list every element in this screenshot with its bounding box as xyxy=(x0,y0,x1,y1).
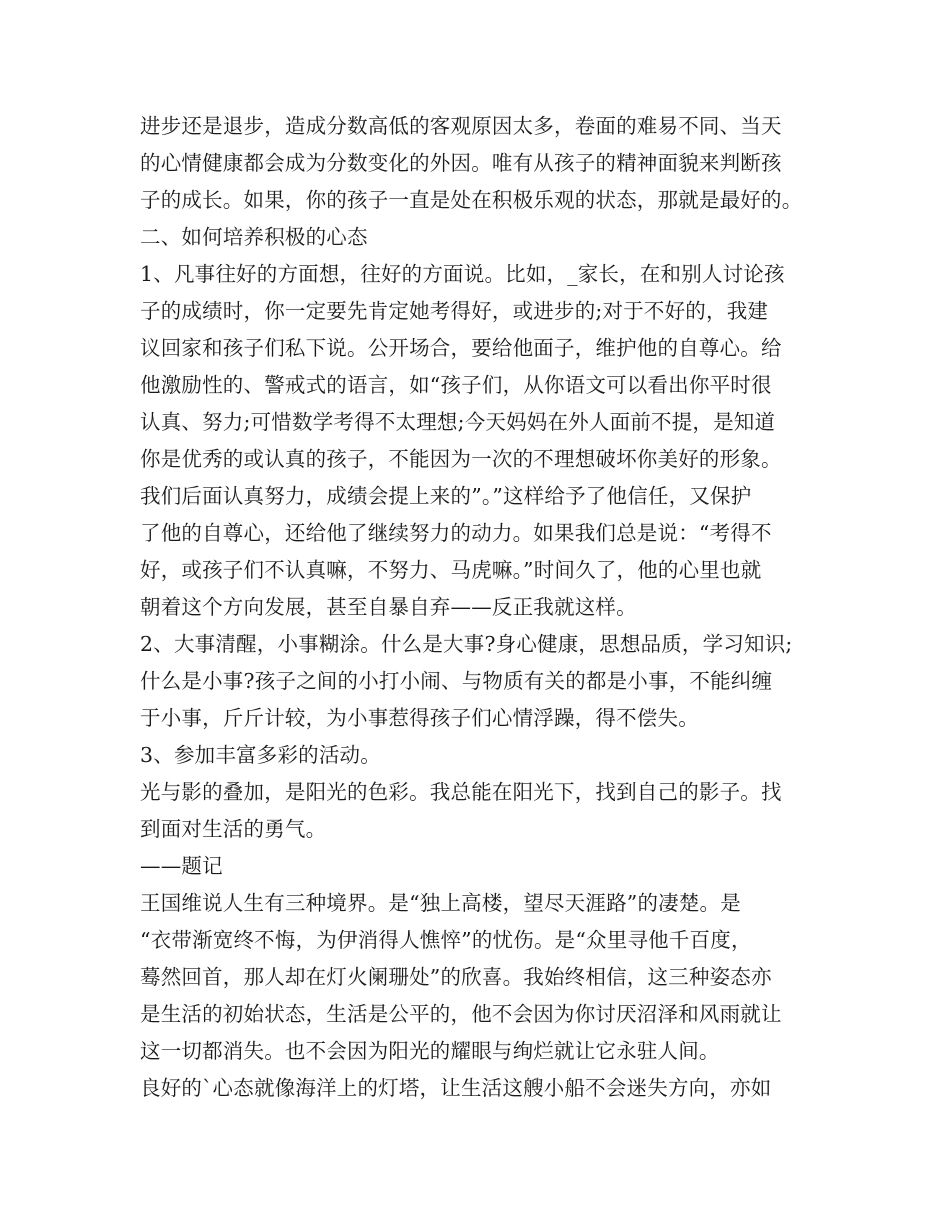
text-line: 他激励性的、警戒式的语言，如“孩子们，从你语文可以看出你平时很 xyxy=(140,373,772,397)
text-line: 你是优秀的或认真的孩子，不能因为一次的不理想破坏你美好的形象。 xyxy=(140,447,782,471)
text-line: 3、参加丰富多彩的活动。 xyxy=(140,743,381,767)
text-line: 这一切都消失。也不会因为阳光的耀眼与绚烂就让它永驻人间。 xyxy=(140,1039,720,1063)
text-line: 朝着这个方向发展，甚至自暴自弃——反正我就这样。 xyxy=(140,595,637,619)
text-line: 1、凡事往好的方面想，往好的方面说。比如，_家长，在和别人讨论孩 xyxy=(140,262,785,286)
text-line: 到面对生活的勇气。 xyxy=(140,817,327,841)
text-line: 我们后面认真努力，成绩会提上来的”。”这样给予了他信任，又保护 xyxy=(140,484,752,508)
epigraph-attribution: ——题记 xyxy=(140,854,223,878)
text-line: 什么是小事?孩子之间的小打小闹、与物质有关的都是小事，不能纠缠 xyxy=(140,669,773,693)
text-line: 2、大事清醒，小事糊涂。什么是大事?身心健康，思想品质，学习知识; xyxy=(140,632,793,656)
text-line: 是生活的初始状态，生活是公平的，他不会因为你讨厌沼泽和风雨就让 xyxy=(140,1002,782,1026)
text-line: 好，或孩子们不认真嘛，不努力、马虎嘛。”时间久了，他的心里也就 xyxy=(140,558,762,582)
text-line: 良好的`心态就像海洋上的灯塔，让生活这艘小船不会迷失方向，亦如 xyxy=(140,1076,772,1100)
section-heading: 二、如何培养积极的心态 xyxy=(140,225,368,249)
text-line: 进步还是退步，造成分数高低的客观原因太多，卷面的难易不同、当天 xyxy=(140,114,782,138)
text-line: 光与影的叠加，是阳光的色彩。我总能在阳光下，找到自己的影子。找 xyxy=(140,780,782,804)
text-line: 王国维说人生有三种境界。是“独上高楼，望尽天涯路”的凄楚。是 xyxy=(140,891,741,915)
document-body xyxy=(140,108,830,1107)
text-line: 蓦然回首，那人却在灯火阑珊处”的欣喜。我始终相信，这三种姿态亦 xyxy=(140,965,772,989)
text-line: 了他的自尊心，还给他了继续努力的动力。如果我们总是说：“考得不 xyxy=(140,521,772,545)
text-line: 子的成长。如果，你的孩子一直是处在积极乐观的状态，那就是最好的。 xyxy=(140,188,803,212)
text-line: “衣带渐宽终不悔，为伊消得人憔悴”的忧伤。是“众里寻他千百度， xyxy=(140,928,752,952)
text-line: 认真、努力;可惜数学考得不太理想;今天妈妈在外人面前不提，是知道 xyxy=(140,410,776,434)
text-line: 子的成绩时，你一定要先肯定她考得好，或进步的;对于不好的，我建 xyxy=(140,299,769,323)
text-line: 的心情健康都会成为分数变化的外因。唯有从孩子的精神面貌来判断孩 xyxy=(140,151,782,175)
text-line: 议回家和孩子们私下说。公开场合，要给他面子，维护他的自尊心。给 xyxy=(140,336,782,360)
text-line: 于小事，斤斤计较，为小事惹得孩子们心情浮躁，得不偿失。 xyxy=(140,706,699,730)
